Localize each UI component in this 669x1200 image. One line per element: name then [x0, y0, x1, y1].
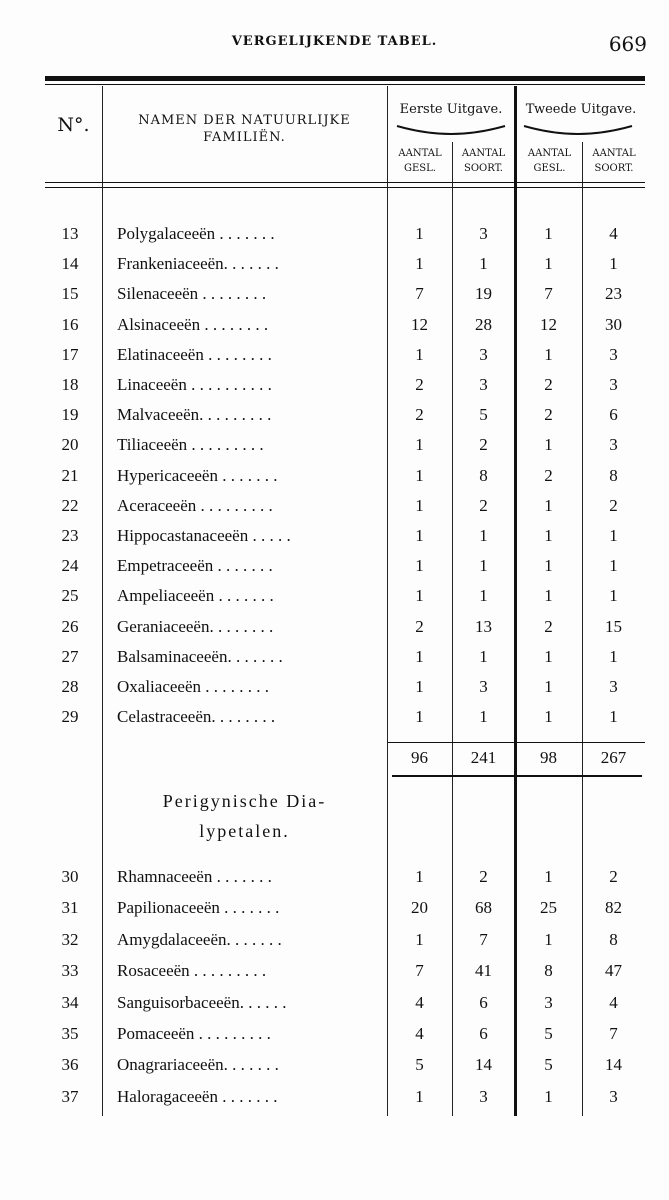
family-number: 18	[61, 375, 79, 394]
table-row	[45, 867, 645, 897]
family-number: 21	[61, 465, 79, 485]
total-cell: 98	[540, 748, 557, 767]
table-row	[45, 617, 645, 647]
family-name: Amygdalaceeën. . . . . . .	[117, 929, 282, 949]
first-soort: 6	[479, 992, 488, 1012]
second-soort: 3	[609, 677, 618, 696]
family-name: Malvaceeën. . . . . . . . .	[117, 405, 272, 425]
second-gesl: 1	[544, 586, 553, 606]
header-soort-1: AANTAL SOORT.	[461, 148, 506, 174]
table-row	[45, 1087, 645, 1117]
second-gesl: 1	[544, 646, 553, 666]
table-row	[45, 556, 645, 586]
second-gesl: 1	[544, 254, 553, 274]
family-number: 25	[61, 586, 79, 606]
first-gesl: 7	[415, 961, 424, 981]
first-gesl: 1	[415, 707, 424, 727]
total-cell: 241	[470, 748, 497, 767]
family-name: Silenaceeën . . . . . . . .	[117, 284, 267, 304]
family-number: 30	[61, 867, 79, 886]
table-row	[45, 677, 645, 707]
table-row	[45, 466, 645, 496]
family-name: Ampeliaceeën . . . . . . .	[117, 586, 274, 606]
table-row	[45, 224, 645, 254]
family-number: 24	[61, 556, 79, 576]
family-name: Oxaliaceeën . . . . . . . .	[117, 677, 269, 696]
family-number: 17	[61, 344, 79, 364]
second-soort: 8	[609, 465, 618, 485]
first-gesl: 1	[415, 677, 424, 696]
second-soort: 3	[609, 375, 618, 394]
first-gesl: 2	[415, 405, 424, 425]
family-number: 16	[61, 314, 79, 334]
family-number: 34	[61, 992, 79, 1012]
family-name: Elatinaceeën . . . . . . . .	[117, 344, 272, 364]
family-name: Hypericaceeën . . . . . . .	[117, 465, 278, 485]
running-head: VERGELIJKENDE TABEL.	[231, 34, 438, 49]
second-soort: 4	[609, 992, 618, 1012]
total-cell: 267	[600, 748, 627, 767]
table-row	[45, 345, 645, 375]
first-soort: 3	[479, 1086, 488, 1106]
first-soort: 1	[479, 646, 488, 666]
table-row	[45, 961, 645, 991]
first-soort: 1	[479, 254, 488, 274]
table-row	[45, 254, 645, 284]
header-edition-1: Eerste Uitgave.	[399, 102, 503, 117]
second-soort: 1	[609, 254, 618, 274]
first-gesl: 1	[415, 254, 424, 274]
first-soort: 1	[479, 556, 488, 576]
family-number: 20	[61, 435, 79, 455]
first-soort: 68	[475, 898, 492, 918]
first-soort: 41	[475, 961, 492, 981]
family-number: 22	[61, 495, 79, 515]
second-soort: 1	[609, 586, 618, 606]
second-soort: 14	[605, 1055, 622, 1075]
second-gesl: 1	[544, 435, 553, 455]
family-name: Papilionaceeën . . . . . . .	[117, 898, 280, 918]
second-soort: 82	[605, 898, 622, 918]
total-cell: 96	[411, 748, 428, 767]
second-soort: 3	[609, 1086, 618, 1106]
second-gesl: 1	[544, 677, 553, 696]
table-row	[45, 1055, 645, 1085]
top-thick-rule	[45, 76, 645, 81]
family-name: Tiliaceeën . . . . . . . . .	[117, 435, 264, 455]
first-soort: 3	[479, 677, 488, 696]
header-soort-2: AANTAL SOORT.	[592, 148, 636, 174]
family-name: Geraniaceeën. . . . . . . .	[117, 616, 274, 636]
second-soort: 2	[609, 867, 618, 886]
family-number: 15	[61, 284, 79, 304]
second-gesl: 5	[544, 1055, 553, 1075]
second-soort: 1	[609, 646, 618, 666]
first-soort: 7	[479, 929, 488, 949]
first-soort: 3	[479, 224, 488, 243]
second-soort: 1	[609, 556, 618, 576]
family-name: Haloragaceeën . . . . . . .	[117, 1086, 278, 1106]
family-number: 14	[61, 254, 79, 274]
second-gesl: 3	[544, 992, 553, 1012]
family-name: Celastraceeën. . . . . . . .	[117, 707, 276, 727]
second-soort: 7	[609, 1024, 618, 1043]
table-row	[45, 496, 645, 526]
first-soort: 2	[479, 435, 488, 455]
family-name: Frankeniaceeën. . . . . . .	[117, 254, 279, 274]
table-row	[45, 586, 645, 616]
first-soort: 19	[475, 284, 492, 304]
family-name: Pomaceeën . . . . . . . . .	[117, 1024, 271, 1043]
family-number: 19	[61, 405, 79, 425]
first-soort: 2	[479, 867, 488, 886]
first-soort: 13	[475, 616, 492, 636]
brace-icon	[395, 124, 507, 136]
first-soort: 1	[479, 526, 488, 545]
second-gesl: 1	[544, 224, 553, 243]
second-gesl: 1	[544, 929, 553, 949]
table-row	[45, 647, 645, 677]
first-gesl: 4	[415, 992, 424, 1012]
table-row	[45, 930, 645, 960]
header-bottom-rule-2	[45, 187, 645, 188]
second-soort: 8	[609, 929, 618, 949]
family-number: 23	[61, 526, 79, 545]
table-row	[45, 898, 645, 928]
second-soort: 6	[609, 405, 618, 425]
family-number: 28	[61, 677, 79, 696]
second-gesl: 1	[544, 867, 553, 886]
header-no: N°.	[57, 114, 90, 136]
first-gesl: 20	[411, 898, 428, 918]
first-gesl: 2	[415, 375, 424, 394]
first-gesl: 4	[415, 1024, 424, 1043]
first-soort: 1	[479, 707, 488, 727]
table-row	[45, 375, 645, 405]
second-gesl: 1	[544, 1086, 553, 1106]
first-gesl: 1	[415, 929, 424, 949]
first-gesl: 1	[415, 435, 424, 455]
first-gesl: 1	[415, 556, 424, 576]
second-soort: 3	[609, 344, 618, 364]
second-gesl: 1	[544, 526, 553, 545]
second-gesl: 25	[540, 898, 557, 918]
family-name: Sanguisorbaceeën. . . . . .	[117, 992, 287, 1012]
second-gesl: 1	[544, 556, 553, 576]
header-bottom-rule	[45, 182, 645, 183]
family-name: Polygalaceeën . . . . . . .	[117, 224, 275, 243]
second-gesl: 8	[544, 961, 553, 981]
second-gesl: 7	[544, 284, 553, 304]
family-number: 33	[61, 961, 79, 981]
header-gesl-1: AANTAL GESL.	[398, 148, 442, 174]
table-row	[45, 435, 645, 465]
family-number: 37	[61, 1086, 79, 1106]
table-row	[45, 707, 645, 737]
family-number: 36	[61, 1055, 79, 1075]
family-name: Rosaceeën . . . . . . . . .	[117, 961, 267, 981]
header-names: NAMEN DER NATUURLIJKE FAMILIËN.	[138, 113, 351, 145]
first-gesl: 12	[411, 314, 428, 334]
first-gesl: 1	[415, 526, 424, 545]
first-gesl: 1	[415, 465, 424, 485]
family-name: Linaceeën . . . . . . . . . .	[117, 375, 272, 394]
first-gesl: 1	[415, 495, 424, 515]
second-gesl: 2	[544, 375, 553, 394]
family-number: 13	[61, 224, 79, 243]
top-thin-rule	[45, 84, 645, 85]
family-number: 32	[61, 929, 79, 949]
second-soort: 47	[605, 961, 622, 981]
first-soort: 1	[479, 586, 488, 606]
first-soort: 3	[479, 344, 488, 364]
table-row	[45, 1024, 645, 1054]
family-number: 29	[61, 707, 79, 727]
first-soort: 28	[475, 314, 492, 334]
table-row	[45, 284, 645, 314]
table-row	[45, 526, 645, 556]
family-name: Rhamnaceeën . . . . . . .	[117, 867, 272, 886]
totals-bottom-rule	[392, 775, 642, 777]
second-soort: 1	[609, 707, 618, 727]
section-heading-line2: lypetalen.	[199, 821, 290, 841]
first-gesl: 7	[415, 284, 424, 304]
first-soort: 8	[479, 465, 488, 485]
family-number: 26	[61, 616, 79, 636]
first-soort: 5	[479, 405, 488, 425]
second-gesl: 2	[544, 405, 553, 425]
second-soort: 2	[609, 495, 618, 515]
first-gesl: 1	[415, 646, 424, 666]
second-soort: 23	[605, 284, 622, 304]
family-name: Balsaminaceeën. . . . . . .	[117, 646, 283, 666]
totals-top-rule	[388, 742, 645, 743]
first-gesl: 1	[415, 344, 424, 364]
second-gesl: 2	[544, 616, 553, 636]
second-soort: 30	[605, 314, 622, 334]
header-edition-2: Tweede Uitgave.	[525, 102, 637, 117]
second-soort: 3	[609, 435, 618, 455]
second-gesl: 2	[544, 465, 553, 485]
page-number: 669	[608, 32, 647, 56]
family-name: Alsinaceeën . . . . . . . .	[117, 314, 269, 334]
table-row	[45, 405, 645, 435]
family-number: 31	[61, 898, 79, 918]
header-gesl-2: AANTAL GESL.	[527, 148, 572, 174]
first-gesl: 1	[415, 586, 424, 606]
first-gesl: 5	[415, 1055, 424, 1075]
first-gesl: 2	[415, 616, 424, 636]
family-name: Hippocastanaceeën . . . . .	[117, 526, 291, 545]
first-soort: 6	[479, 1024, 488, 1043]
table-row	[45, 315, 645, 345]
second-soort: 4	[609, 224, 618, 243]
family-name: Empetraceeën . . . . . . .	[117, 556, 273, 576]
first-gesl: 1	[415, 224, 424, 243]
family-name: Onagrariaceeën. . . . . . .	[117, 1055, 279, 1075]
first-soort: 2	[479, 495, 488, 515]
family-number: 27	[61, 646, 79, 666]
first-soort: 14	[475, 1055, 492, 1075]
second-gesl: 1	[544, 344, 553, 364]
family-number: 35	[61, 1024, 79, 1043]
second-soort: 15	[605, 616, 622, 636]
table-row	[45, 993, 645, 1023]
first-soort: 3	[479, 375, 488, 394]
first-gesl: 1	[415, 867, 424, 886]
second-soort: 1	[609, 526, 618, 545]
section-heading-line1: Perigynische Dia-	[162, 791, 327, 811]
first-gesl: 1	[415, 1086, 424, 1106]
family-name: Aceraceeën . . . . . . . . .	[117, 495, 273, 515]
second-gesl: 1	[544, 707, 553, 727]
second-gesl: 12	[540, 314, 557, 334]
brace-icon	[522, 124, 634, 136]
totals-row	[45, 748, 645, 778]
second-gesl: 5	[544, 1024, 553, 1043]
second-gesl: 1	[544, 495, 553, 515]
